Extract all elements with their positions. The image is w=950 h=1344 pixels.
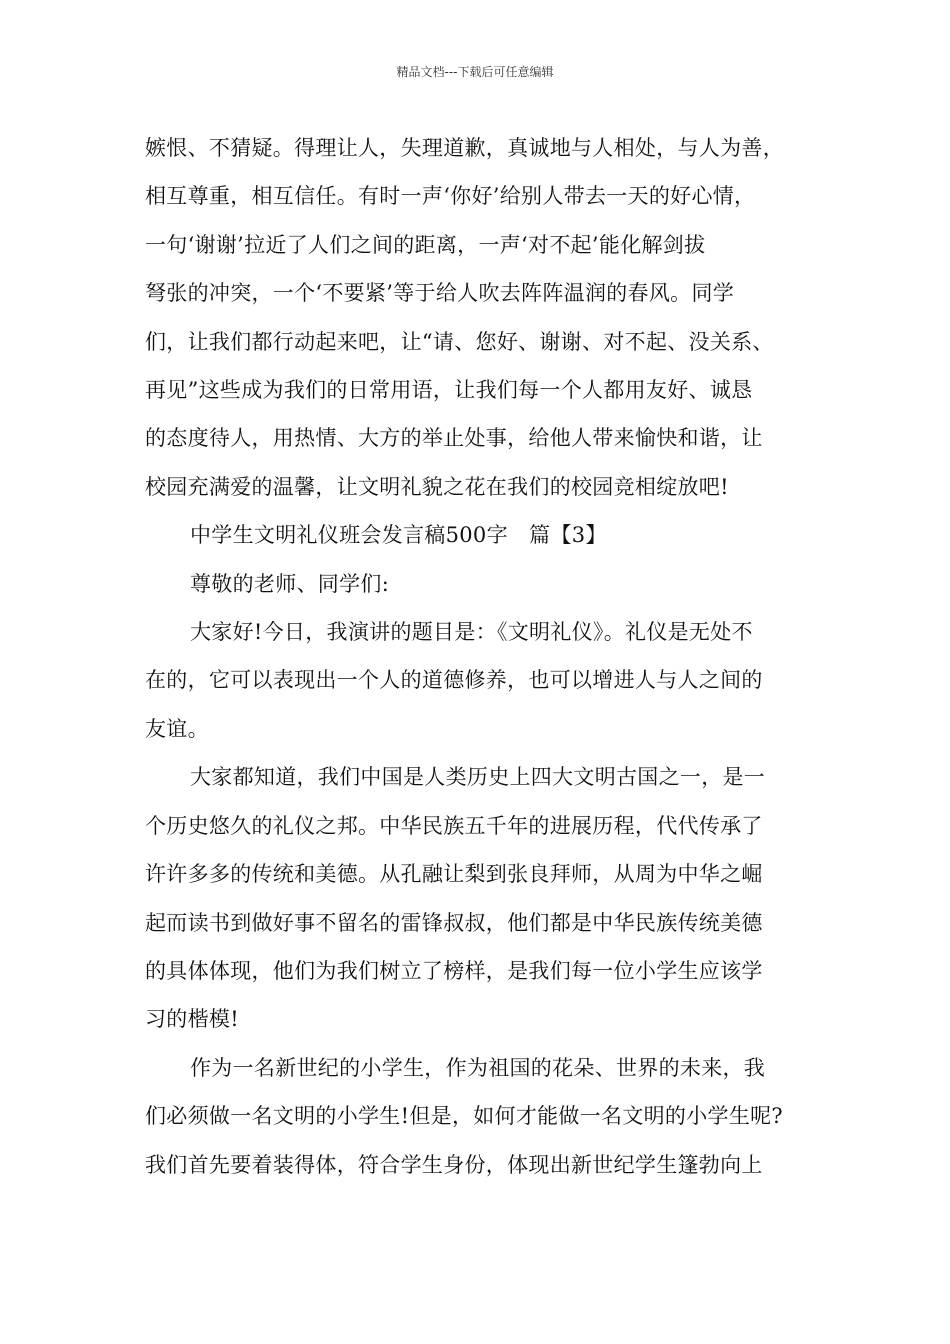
text-line: 大家都知道，我们中国是人类历史上四大文明古国之一，是一 <box>190 765 766 790</box>
text-line: 大家好!今日，我演讲的题目是：《文明礼仪》。礼仪是无处不 <box>190 620 753 645</box>
text-line: 的具体体现，他们为我们树立了榜样，是我们每一位小学生应该学 <box>145 958 763 983</box>
text-line: 个历史悠久的礼仪之邦。中华民族五千年的进展历程，代代传承了 <box>145 813 763 838</box>
paragraph-continuation <box>145 124 815 511</box>
page-header: 精品文档---下载后可任意编辑 <box>396 65 554 79</box>
text-line: 们必须做一名文明的小学生!但是，如何才能做一名文明的小学生呢? <box>145 1104 783 1129</box>
text-line: 作为一名新世纪的小学生，作为祖国的花朵、世界的未来，我 <box>190 1055 766 1080</box>
text-line: 的态度待人，用热情、大方的举止处事，给他人带来愉快和谐，让 <box>145 426 763 451</box>
text-line: 许许多多的传统和美德。从孔融让梨到张良拜师，从周为中华之崛 <box>145 862 763 887</box>
text-line: 弩张的冲突，一个‘不要紧’等于给人吹去阵阵温润的春风。同学 <box>145 281 735 306</box>
section-heading <box>145 511 815 559</box>
heading-line: 中学生文明礼仪班会发言稿500字 篇【3】 <box>190 523 607 548</box>
paragraph <box>145 608 815 753</box>
text-line: 校园充满爱的温馨，让文明礼貌之花在我们的校园竞相绽放吧! <box>145 474 729 499</box>
text-line: 我们首先要着装得体，符合学生身份，体现出新世纪学生篷勃向上 <box>145 1152 763 1177</box>
text-line: 尊敬的老师、同学们: <box>190 571 390 596</box>
salutation <box>145 560 815 608</box>
text-line: 相互尊重，相互信任。有时一声‘你好’给别人带去一天的好心情， <box>145 184 756 209</box>
text-line: 嫉恨、不猜疑。得理让人，失理道歉，真诚地与人相处，与人为善， <box>145 136 784 160</box>
text-line: 在的，它可以表现出一个人的道德修养，也可以增进人与人之间的 <box>145 668 763 693</box>
text-line: 一句‘谢谢’拉近了人们之间的距离，一声‘对不起’能化解剑拔 <box>145 232 706 257</box>
document-body <box>145 124 815 1189</box>
text-line: 们，让我们都行动起来吧，让“请、您好、谢谢、对不起、没关系、 <box>145 329 774 354</box>
text-line: 起而读书到做好事不留名的雷锋叔叔，他们都是中华民族传统美德 <box>145 910 763 935</box>
text-line: 习的楷模! <box>145 1007 239 1032</box>
paragraph <box>145 1044 815 1189</box>
paragraph <box>145 753 815 1043</box>
text-line: 友谊。 <box>145 716 209 741</box>
text-line: 再见”这些成为我们的日常用语，让我们每一个人都用友好、诚恳 <box>145 378 753 403</box>
